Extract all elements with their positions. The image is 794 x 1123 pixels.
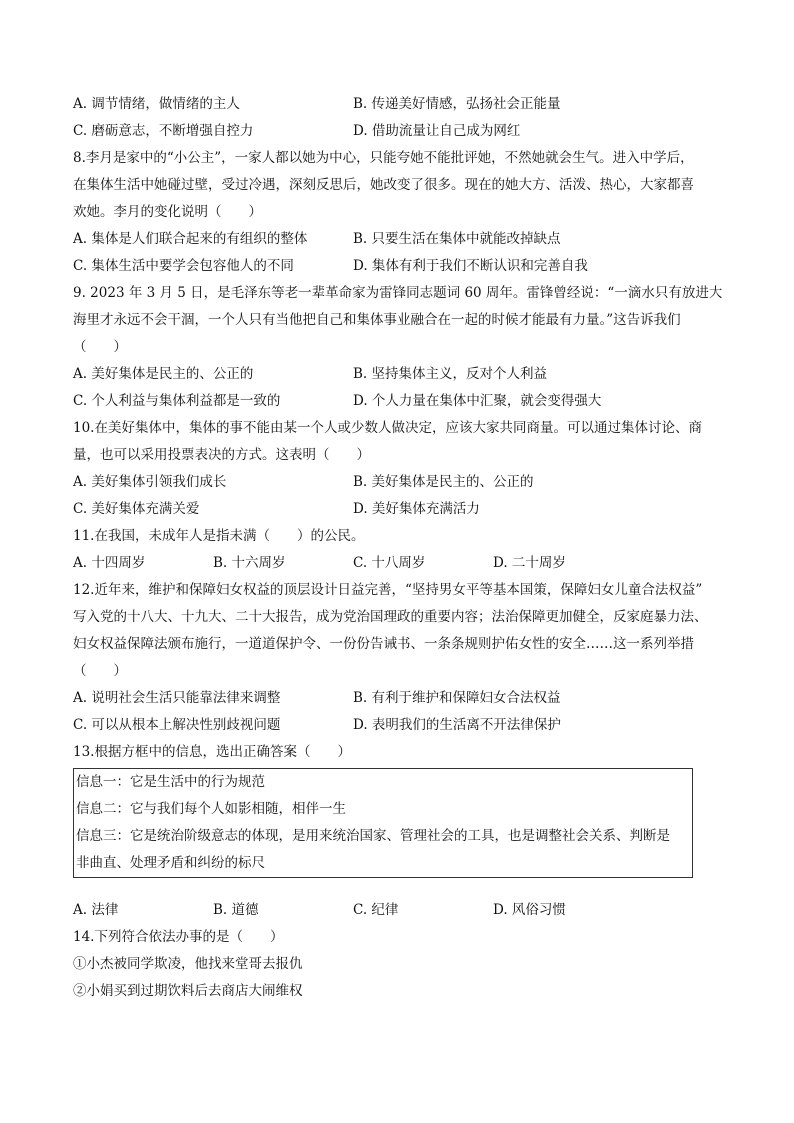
q12-option-d[interactable]: D. 表明我们的生活离不开法律保护 xyxy=(353,717,561,733)
q10-option-c[interactable]: C. 美好集体充满关爱 xyxy=(73,501,200,517)
q9-option-a[interactable]: A. 美好集体是民主的、公正的 xyxy=(73,366,254,382)
q12-stem-line: 12.近年来，维护和保障妇女权益的顶层设计日益完善，“坚持男女平等基本国策，保障妇女儿童合法权益” xyxy=(73,582,703,598)
q12-stem-line: （ ） xyxy=(73,663,127,679)
q8-option-c[interactable]: C. 集体生活中要学会包容他人的不同 xyxy=(73,258,294,274)
q12-stem-line: 妇女权益保障法颁布施行，一道道保护令、一份份告诫书、一条条规则护佑女性的安全……这一系列举措 xyxy=(73,636,694,652)
q8-option-d[interactable]: D. 集体有利于我们不断认识和完善自我 xyxy=(353,258,588,274)
q9-option-b[interactable]: B. 坚持集体主义，反对个人利益 xyxy=(353,366,548,382)
q13-option-a[interactable]: A. 法律 xyxy=(73,902,119,918)
q11-options-row xyxy=(73,550,733,577)
q13-option-c[interactable]: C. 纪律 xyxy=(353,902,399,918)
info-line: 非曲直、处理矛盾和纠纷的标尺 xyxy=(76,855,265,871)
q8-stem-line: 欢她。李月的变化说明（ ） xyxy=(73,204,262,220)
spacer xyxy=(73,878,733,897)
q9-options-row-1 xyxy=(73,361,733,388)
q11-option-d[interactable]: D. 二十周岁 xyxy=(493,555,566,571)
q11-option-a[interactable]: A. 十四周岁 xyxy=(73,555,146,571)
q8-stem-line: 8.李月是家中的“小公主”，一家人都以她为中心，只能夸她不能批评她，不然她就会生气。进入中学后， xyxy=(73,150,694,166)
q12-option-b[interactable]: B. 有利于维护和保障妇女合法权益 xyxy=(353,690,561,706)
q13-option-b[interactable]: B. 道德 xyxy=(213,902,259,918)
q7-option-b[interactable]: B. 传递美好情感，弘扬社会正能量 xyxy=(353,96,561,112)
q8-option-b[interactable]: B. 只要生活在集体中就能改掉缺点 xyxy=(353,231,561,247)
info-line: 信息一：它是生活中的行为规范 xyxy=(76,774,265,790)
q10-option-a[interactable]: A. 美好集体引领我们成长 xyxy=(73,474,227,490)
q12-option-c[interactable]: C. 可以从根本上解决性别歧视问题 xyxy=(73,717,281,733)
q9-stem-line: （ ） xyxy=(73,339,127,355)
question-content xyxy=(73,91,733,1005)
q11-stem-line: 11.在我国，未成年人是指未满（ ）的公民。 xyxy=(73,528,365,544)
q14-stem-line: 14.下列符合依法办事的是（ ） xyxy=(73,929,284,945)
q14-item-2[interactable]: ②小娟买到过期饮料后去商店大闹维权 xyxy=(73,983,303,999)
q7-options-row-1 xyxy=(73,91,733,118)
q7-option-a[interactable]: A. 调节情绪，做情绪的主人 xyxy=(73,96,240,112)
q9-stem-line: 海里才永远不会干涸，一个人只有当他把自己和集体事业融合在一起的时候才能最有力量。”这告诉我们 xyxy=(73,312,681,328)
q7-option-c[interactable]: C. 磨砺意志，不断增强自控力 xyxy=(73,123,254,139)
q10-options-row-2 xyxy=(73,496,733,523)
q8-options-row-1 xyxy=(73,226,733,253)
q8-stem-line: 在集体生活中她碰过壁，受过冷遇，深刻反思后，她改变了很多。现在的她大方、活泼、热心，大家都喜 xyxy=(73,177,694,193)
q11-option-c[interactable]: C. 十八周岁 xyxy=(353,555,426,571)
q9-stem-line: 9. 2023 年 3 月 5 日，是毛泽东等老一辈革命家为雷锋同志题词 60 周年。雷锋曾经说：“一滴水只有放进大 xyxy=(73,285,723,301)
q13-stem-line: 13.根据方框中的信息，选出正确答案（ ） xyxy=(73,744,351,760)
q12-options-row-2 xyxy=(73,712,733,739)
q9-option-d[interactable]: D. 个人力量在集体中汇聚，就会变得强大 xyxy=(353,393,602,409)
q14-item-1[interactable]: ①小杰被同学欺凌，他找来堂哥去报仇 xyxy=(73,956,303,972)
q12-options-row-1 xyxy=(73,685,733,712)
info-box xyxy=(73,768,693,878)
q10-option-b[interactable]: B. 美好集体是民主的、公正的 xyxy=(353,474,534,490)
q12-option-a[interactable]: A. 说明社会生活只能靠法律来调整 xyxy=(73,690,281,706)
info-line: 信息二：它与我们每个人如影相随，相伴一生 xyxy=(76,801,346,817)
q9-options-row-2 xyxy=(73,388,733,415)
q11-option-b[interactable]: B. 十六周岁 xyxy=(213,555,286,571)
q7-options-row-2 xyxy=(73,118,733,145)
q10-option-d[interactable]: D. 美好集体充满活力 xyxy=(353,501,480,517)
q10-options-row-1 xyxy=(73,469,733,496)
info-line: 信息三：它是统治阶级意志的体现，是用来统治国家、管理社会的工具，也是调整社会关系、判断是 xyxy=(76,828,670,844)
q8-option-a[interactable]: A. 集体是人们联合起来的有组织的整体 xyxy=(73,231,308,247)
q13-option-d[interactable]: D. 风俗习惯 xyxy=(493,902,566,918)
q13-options-row xyxy=(73,897,733,924)
q10-stem-line: 量，也可以采用投票表决的方式。这表明（ ） xyxy=(73,447,370,463)
q12-stem-line: 写入党的十八大、十九大、二十大报告，成为党治国理政的重要内容；法治保障更加健全，反家庭暴力法、 xyxy=(73,609,708,625)
q10-stem-line: 10.在美好集体中，集体的事不能由某一个人或少数人做决定，应该大家共同商量。可以通过集体讨论、商 xyxy=(73,420,702,436)
q9-option-c[interactable]: C. 个人利益与集体利益都是一致的 xyxy=(73,393,281,409)
q8-options-row-2 xyxy=(73,253,733,280)
q7-option-d[interactable]: D. 借助流量让自己成为网红 xyxy=(353,123,521,139)
